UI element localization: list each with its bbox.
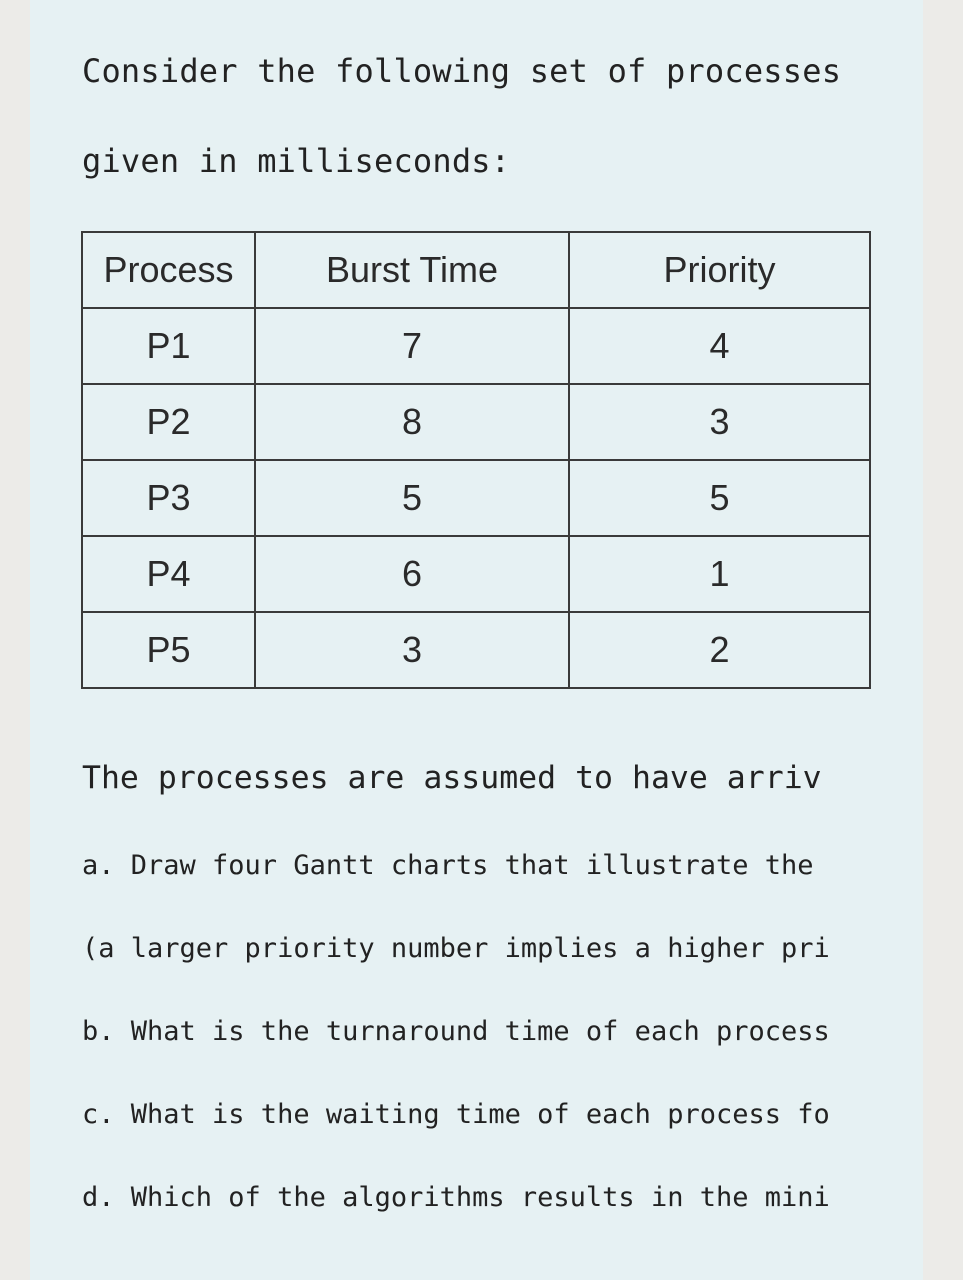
process-table [81, 231, 871, 689]
table-row [82, 384, 870, 460]
table-header-row [82, 232, 870, 308]
priority-cell: 5 [569, 460, 870, 536]
priority-cell: 3 [569, 384, 870, 460]
burst-time-cell: 6 [255, 536, 569, 612]
question-a-note: (a larger priority number implies a higher pri [82, 933, 830, 964]
intro-line-1: Consider the following set of processes [82, 52, 842, 90]
process-cell: P2 [82, 384, 255, 460]
question-a: a. Draw four Gantt charts that illustrate the [82, 850, 814, 881]
arrival-statement: The processes are assumed to have arriv [82, 760, 822, 796]
burst-time-cell: 8 [255, 384, 569, 460]
priority-cell: 1 [569, 536, 870, 612]
process-cell: P5 [82, 612, 255, 688]
priority-cell: 4 [569, 308, 870, 384]
intro-line-2: given in milliseconds: [82, 142, 511, 180]
header-process: Process [82, 232, 255, 308]
table-row [82, 308, 870, 384]
table-row [82, 536, 870, 612]
priority-cell: 2 [569, 612, 870, 688]
table-row [82, 612, 870, 688]
process-cell: P1 [82, 308, 255, 384]
header-burst-time: Burst Time [255, 232, 569, 308]
header-priority: Priority [569, 232, 870, 308]
question-c: c. What is the waiting time of each process fo [82, 1099, 830, 1130]
process-cell: P4 [82, 536, 255, 612]
question-d: d. Which of the algorithms results in the mini [82, 1182, 830, 1213]
burst-time-cell: 5 [255, 460, 569, 536]
process-cell: P3 [82, 460, 255, 536]
table-row [82, 460, 870, 536]
question-b: b. What is the turnaround time of each process [82, 1016, 830, 1047]
burst-time-cell: 3 [255, 612, 569, 688]
burst-time-cell: 7 [255, 308, 569, 384]
